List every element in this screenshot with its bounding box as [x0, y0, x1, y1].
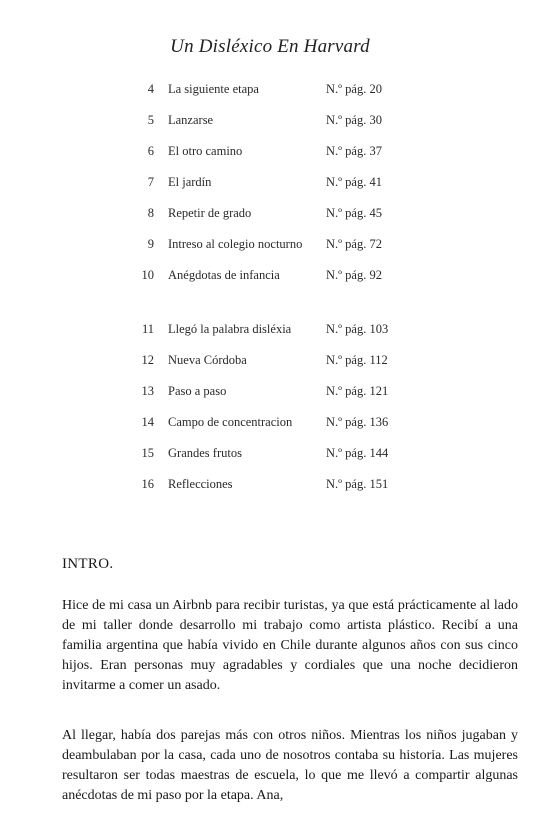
toc-entry-page: N.º pág. 45 [326, 206, 382, 220]
toc-entry-page: N.º pág. 136 [326, 415, 389, 429]
toc-entry-title: Llegó la palabra disléxia [168, 322, 292, 336]
toc-entry [0, 113, 540, 133]
toc-entry-number: 8 [147, 206, 154, 220]
toc-entry-page: N.º pág. 151 [326, 477, 389, 491]
toc-entry [0, 415, 540, 435]
toc-entry-title: Reflecciones [168, 477, 233, 491]
toc-entry [0, 477, 540, 497]
toc-entry-page: N.º pág. 37 [326, 144, 382, 158]
toc-entry [0, 175, 540, 195]
toc-entry-title: El jardín [168, 175, 212, 189]
toc-entry-page: N.º pág. 144 [326, 446, 389, 460]
toc-entry-title: El otro camino [168, 144, 243, 158]
toc-entry-title: La siguiente etapa [168, 82, 259, 96]
toc-entry-page: N.º pág. 92 [326, 268, 382, 282]
toc-entry-number: 10 [141, 268, 154, 282]
toc-entry [0, 353, 540, 373]
intro-paragraph: Al llegar, había dos parejas más con otros niños. Mientras los niños jugaban y deambulaban por la casa, cada uno de nosotros contaba su historia. Las mujeres resultaron ser todas maestras de escuela, lo que me llevó a compartir algunas anécdotas de mi paso por la etapa. Ana, [62, 728, 518, 803]
toc-entry-number: 9 [147, 237, 154, 251]
toc-entry-title: Intreso al colegio nocturno [168, 237, 303, 251]
toc-entry-number: 4 [147, 82, 154, 96]
toc-entry-page: N.º pág. 20 [326, 82, 382, 96]
intro-heading: INTRO. [62, 556, 114, 572]
toc-entry [0, 82, 540, 102]
toc-entry-title: Nueva Córdoba [168, 353, 247, 367]
toc-entry-page: N.º pág. 103 [326, 322, 389, 336]
toc-entry-number: 13 [141, 384, 154, 398]
toc-entry [0, 144, 540, 164]
toc-entry-title: Lanzarse [168, 113, 214, 127]
toc-entry-number: 14 [141, 415, 154, 429]
toc-entry-page: N.º pág. 72 [326, 237, 382, 251]
toc-entry-number: 11 [141, 322, 154, 336]
toc-entry [0, 322, 540, 342]
toc-entry-number: 12 [141, 353, 154, 367]
toc-entry-number: 5 [147, 113, 154, 127]
toc-entry-page: N.º pág. 121 [326, 384, 389, 398]
toc-entry-number: 16 [141, 477, 154, 491]
toc-entry-number: 6 [147, 144, 154, 158]
toc-entry-title: Repetir de grado [168, 206, 252, 220]
toc-entry-title: Campo de concentracion [168, 415, 293, 429]
toc-entry-number: 7 [147, 175, 154, 189]
toc-entry [0, 446, 540, 466]
toc-entry [0, 268, 540, 288]
toc-entry [0, 237, 540, 257]
toc-entry-title: Grandes frutos [168, 446, 242, 460]
toc-entry-page: N.º pág. 41 [326, 175, 382, 189]
toc-entry-page: N.º pág. 112 [326, 353, 388, 367]
toc-entry-title: Paso a paso [168, 384, 227, 398]
toc-entry-page: N.º pág. 30 [326, 113, 382, 127]
toc-entry-title: Anégdotas de infancia [168, 268, 280, 282]
toc-entry [0, 206, 540, 226]
toc-entry-number: 15 [141, 446, 154, 460]
toc-entry [0, 384, 540, 404]
intro-paragraph: Hice de mi casa un Airbnb para recibir turistas, ya que está prácticamente al lado de mi taller donde desarrollo mi trabajo como artista plástico. Recibí a una familia argentina que había vivido en Chile durante algunos años con sus cinco hijos. Eran personas muy agradables y cordiales que una noche decidieron invitarme a comer un asado. [62, 598, 518, 693]
book-title: Un Disléxico En Harvard [170, 36, 370, 57]
